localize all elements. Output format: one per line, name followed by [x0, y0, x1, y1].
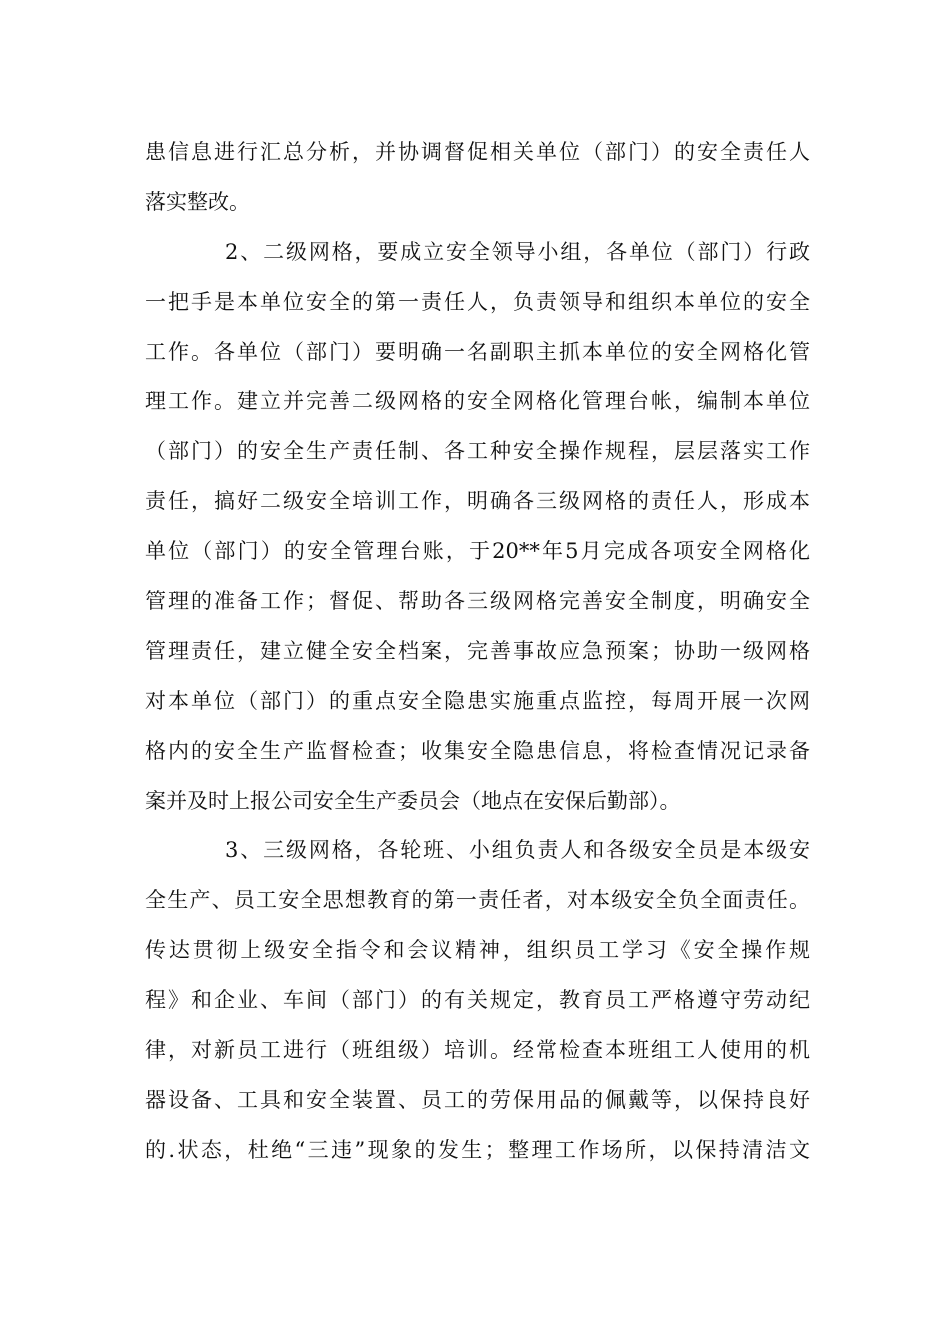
- paragraph-start-line: 3、三级网格，各轮班、小组负责人和各级安全员是本级安: [225, 838, 810, 863]
- text-line: 工作。各单位（部门）要明确一名副职主抓本单位的安全网格化管: [145, 339, 810, 364]
- text-line: 责任，搞好二级安全培训工作，明确各三级网格的责任人，形成本: [145, 489, 810, 514]
- text-line: 程》和企业、车间（部门）的有关规定，教育员工严格遵守劳动纪: [145, 988, 810, 1013]
- text-line: 理工作。建立并完善二级网格的安全网格化管理台帐，编制本单位: [145, 389, 810, 414]
- text-line: 管理的准备工作；督促、帮助各三级网格完善安全制度，明确安全: [145, 589, 810, 614]
- text-line: 一把手是本单位安全的第一责任人，负责领导和组织本单位的安全: [145, 289, 810, 314]
- text-line: 落实整改。: [145, 189, 250, 214]
- text-line: 管理责任，建立健全安全档案，完善事故应急预案；协助一级网格: [145, 638, 810, 663]
- text-line: 律，对新员工进行（班组级）培训。经常检查本班组工人使用的机: [145, 1038, 810, 1063]
- text-line: 传达贯彻上级安全指令和会议精神，组织员工学习《安全操作规: [145, 938, 810, 963]
- text-line: 对本单位（部门）的重点安全隐患实施重点监控，每周开展一次网: [145, 688, 810, 713]
- text-line: 的.状态，杜绝“三违”现象的发生；整理工作场所，以保持清洁文: [145, 1137, 810, 1162]
- text-line: （部门）的安全生产责任制、各工种安全操作规程，层层落实工作: [145, 439, 810, 464]
- text-line: 患信息进行汇总分析，并协调督促相关单位（部门）的安全责任人: [145, 140, 810, 164]
- text-line: 全生产、员工安全思想教育的第一责任者，对本级安全负全面责任。: [145, 888, 810, 913]
- text-line: 格内的安全生产监督检查；收集安全隐患信息，将检查情况记录备: [145, 738, 810, 763]
- paragraph-start-line: 2、二级网格，要成立安全领导小组，各单位（部门）行政: [225, 239, 810, 264]
- text-line: 案并及时上报公司安全生产委员会（地点在安保后勤部）。: [145, 788, 681, 813]
- text-line: 器设备、工具和安全装置、员工的劳保用品的佩戴等，以保持良好: [145, 1087, 810, 1112]
- document-body: [145, 128, 810, 1176]
- text-line: 单位（部门）的安全管理台账，于20**年5月完成各项安全网格化: [145, 539, 810, 564]
